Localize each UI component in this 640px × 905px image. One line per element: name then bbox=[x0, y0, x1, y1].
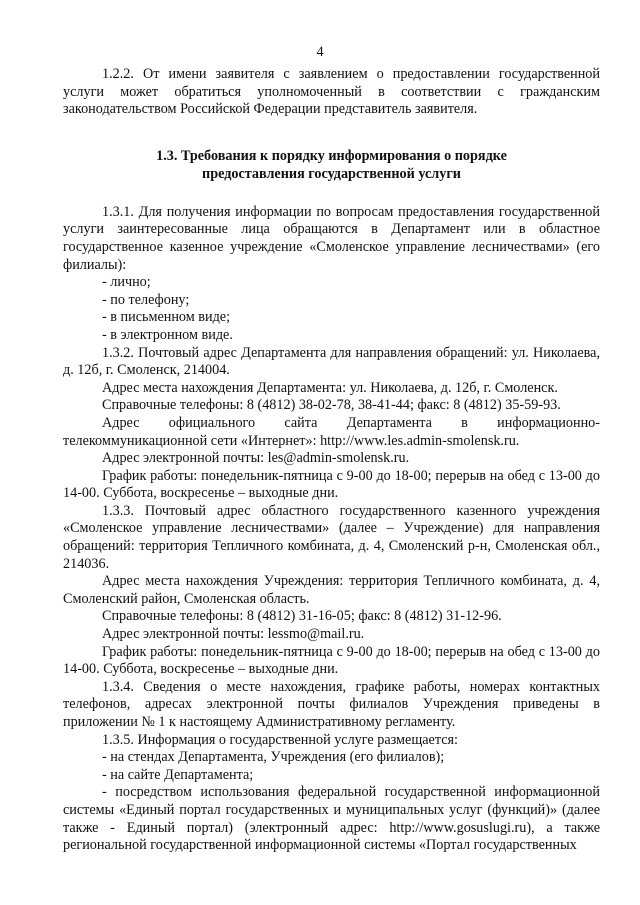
portal-paragraph: - посредством использования федеральной государственной информационной системы «Единый портал государственных и муниципальных услуг (функций)» (далее также - Единый портал) (электронный адрес: http://www.gosuslugi.ru), а также региональной государственной информационной системы «Портал государственных bbox=[63, 784, 600, 854]
page-number: 4 bbox=[316, 44, 324, 60]
paragraph-1-3-1: 1.3.1. Для получения информации по вопросам предоставления государственной услуги заинтересованные лица обращаются в Департамент или в областное государственное казенное учреждение «Смоленское управление лесничествами» (его филиалы): bbox=[63, 203, 600, 273]
inst-phones: Справочные телефоны: 8 (4812) 31-16-05; факс: 8 (4812) 31-12-96. bbox=[102, 608, 502, 625]
paragraph-1-3-5: 1.3.5. Информация о государственной услуге размещается: bbox=[102, 731, 458, 748]
dept-email: Адрес электронной почты: les@admin-smolensk.ru. bbox=[102, 450, 410, 467]
paragraph-1-3-3: 1.3.3. Почтовый адрес областного государственного казенного учреждения «Смоленское управление лесничествами» (далее – Учреждение) для направления обращений: территория Тепличного комбината, д. 4, Смоленский р-н, Смоленская обл., 214036. bbox=[63, 502, 600, 572]
list-item: - на стендах Департамента, Учреждения (его филиалов); bbox=[102, 749, 445, 766]
inst-email: Адрес электронной почты: lessmo@mail.ru. bbox=[102, 626, 365, 643]
list-item: - по телефону; bbox=[102, 291, 190, 308]
document-body bbox=[63, 66, 600, 855]
dept-location: Адрес места нахождения Департамента: ул. Николаева, д. 12б, г. Смоленск. bbox=[102, 379, 558, 396]
dept-phones: Справочные телефоны: 8 (4812) 38-02-78, 38-41-44; факс: 8 (4812) 35-59-93. bbox=[102, 397, 561, 414]
inst-location: Адрес места нахождения Учреждения: территория Тепличного комбината, д. 4, Смоленский район, Смоленская область. bbox=[63, 573, 600, 607]
section-heading-1-3: 1.3. Требования к порядку информирования о порядке предоставления государственной услуги bbox=[156, 147, 507, 182]
list-item: - лично; bbox=[102, 274, 151, 291]
paragraph-1-2-2: 1.2.2. От имени заявителя с заявлением о предоставлении государственной услуги может обратиться уполномоченный в соответствии с гражданским законодательством Российской Федерации представитель заявителя. bbox=[63, 66, 600, 118]
dept-website: Адрес официального сайта Департамента в информационно-телекоммуникационной сети «Интернет»: http://www.les.admin-smolensk.ru. bbox=[63, 414, 600, 449]
dept-hours: График работы: понедельник-пятница с 9-00 до 18-00; перерыв на обед с 13-00 до 14-00. Суббота, воскресенье – выходные дни. bbox=[63, 467, 600, 502]
list-item: - в электронном виде. bbox=[102, 326, 233, 343]
paragraph-1-3-2: 1.3.2. Почтовый адрес Департамента для направления обращений: ул. Николаева, д. 12б, г. Смоленск, 214004. bbox=[63, 344, 600, 379]
inst-hours: График работы: понедельник-пятница с 9-00 до 18-00; перерыв на обед с 13-00 до 14-00. Суббота, воскресенье – выходные дни. bbox=[63, 643, 600, 678]
list-item: - на сайте Департамента; bbox=[102, 766, 254, 783]
paragraph-1-3-4: 1.3.4. Сведения о месте нахождения, графике работы, номерах контактных телефонов, адресах электронной почты филиалов Учреждения приведены в приложении № 1 к настоящему Административному регламенту. bbox=[63, 678, 600, 730]
list-item: - в письменном виде; bbox=[102, 309, 231, 326]
